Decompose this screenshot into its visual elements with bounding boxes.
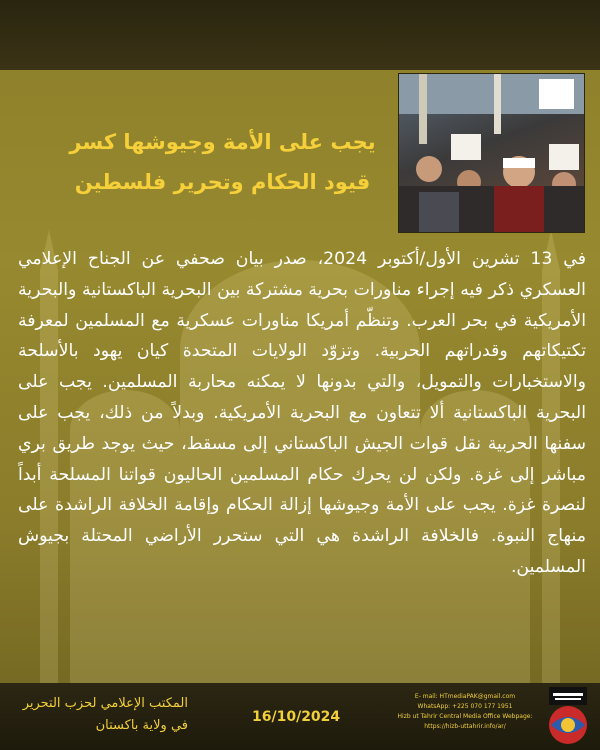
contact-info xyxy=(395,692,535,732)
headline-line-2: قيود الحكام وتحرير فلسطين xyxy=(74,170,371,194)
contact-website: https://hizb-uttahrir.info/ar/ xyxy=(424,723,506,730)
party-logo-icon xyxy=(543,687,593,745)
protest-photo xyxy=(398,73,585,233)
headline-line-1: يجب على الأمة وجيوشها كسر xyxy=(69,130,376,154)
top-band xyxy=(0,0,600,70)
protest-crowd-image xyxy=(399,74,584,232)
media-office-line-2: في ولاية باكستان xyxy=(95,718,188,733)
contact-email: E- mail: HTmediaPAK@gmail.com xyxy=(414,693,516,700)
contact-central-office: Hizb ut Tahrir Central Media Office Webpage: xyxy=(397,713,533,720)
contact-whatsapp: WhatsApp: +225 070 177 1951 xyxy=(417,703,513,710)
media-office-line-1: المكتب الإعلامي لحزب التحرير xyxy=(22,696,188,711)
footer xyxy=(0,683,600,750)
media-office-name xyxy=(8,693,188,737)
statement-body: في 13 تشرين الأول/أكتوبر 2024، صدر بيان صحفي عن الجناح الإعلامي العسكري ذكر فيه إجراء مناورات بحرية مشتركة بين البحرية الباكستانية والبحرية الأمريكية في بحر العرب. وتنظّم أمريكا مناورات عسكرية مع المسلمين لمعرفة تكتيكاتهم وقدراتهم الحربية. وتزوّد الولايات المتحدة كيان يهود بالأسلحة والاستخبارات والتمويل، والتي بدونها لا يمكنه محاربة المسلمين. يجب على البحرية الباكستانية ألا تتعاون مع البحرية الأمريكية. وبدلاً من ذلك، يجب على سفنها الحربية نقل قوات الجيش الباكستاني إلى مسقط، حيث يوجد طريق بري مباشر إلى غزة. ولكن لن يحرك حكام المسلمين الحاليون قواتنا المسلحة أبداً لنصرة غزة. يجب على الأمة وجيوشها إزالة الحكام وإقامة الخلافة الراشدة على منهاج النبوة. فالخلافة الراشدة هي التي ستحرر الأراضي المحتلة بجيوش المسلمين. xyxy=(18,249,586,577)
headline xyxy=(50,122,395,202)
publication-date: 16/10/2024 xyxy=(252,709,341,725)
